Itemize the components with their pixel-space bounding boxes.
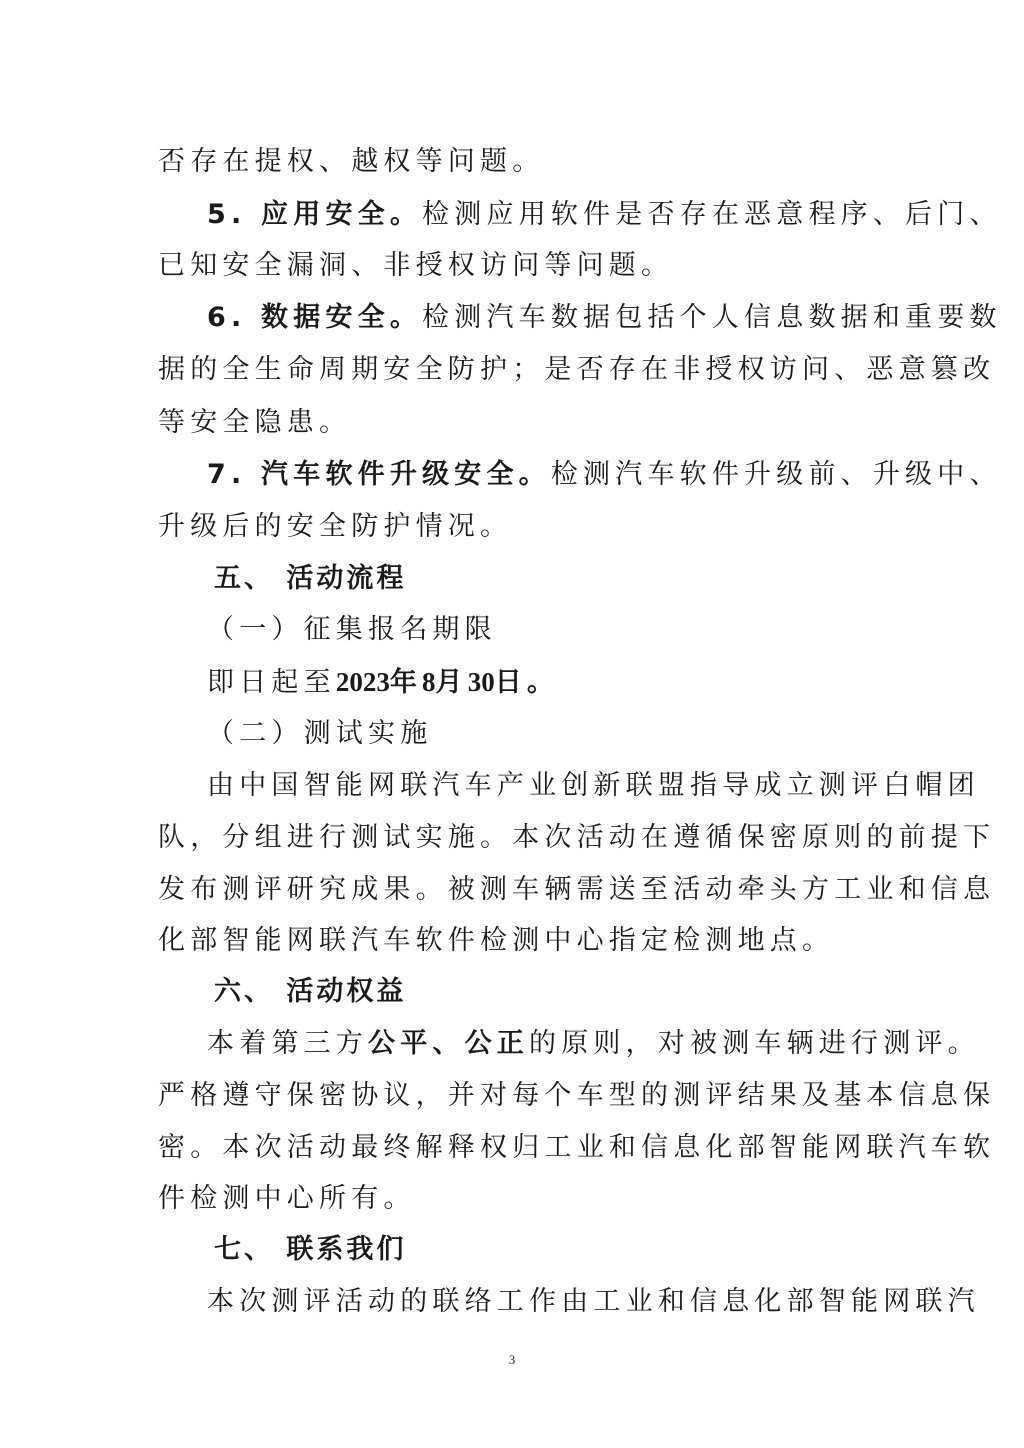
emphasis-run: 公平、公正 — [368, 1028, 529, 1059]
paragraph-line: 由中国智能网联汽车产业创新联盟指导成立测评白帽团 — [207, 770, 980, 801]
item-6-text: 检测汽车数据包括个人信息数据和重要数 — [422, 302, 1002, 333]
paragraph-line: 本次测评活动的联络工作由工业和信息化部智能网联汽 — [207, 1286, 980, 1317]
deadline-year: 2023 — [335, 667, 390, 697]
section-heading-7: 七、 联系我们 — [214, 1234, 407, 1265]
item-5-heading: 5. 应用安全。 — [207, 199, 423, 230]
item-7-line — [207, 449, 1002, 501]
deadline-prefix: 即日起至 — [207, 667, 336, 698]
deadline-line — [207, 656, 927, 708]
item-7-text: 检测汽车软件升级前、升级中、 — [550, 459, 1002, 490]
item-5-line — [207, 189, 1002, 241]
deadline-year-unit: 年 — [389, 667, 423, 698]
deadline-day: 30 — [467, 667, 495, 697]
deadline-day-unit: 日。 — [494, 667, 560, 698]
section-heading-6: 六、 活动权益 — [214, 976, 407, 1007]
paragraph-line: 件检测中心所有。 — [158, 1183, 416, 1214]
paragraph-line: 升级后的安全防护情况。 — [158, 511, 513, 542]
item-5-text: 检测应用软件是否存在恶意程序、后门、 — [422, 199, 1002, 230]
paragraph-line: 据的全生命周期安全防护；是否存在非授权访问、恶意篡改 — [158, 354, 996, 385]
subsection-heading-2: （二）测试实施 — [207, 718, 433, 749]
item-6-heading: 6. 数据安全。 — [207, 302, 423, 333]
paragraph-line: 否存在提权、越权等问题。 — [158, 146, 545, 177]
paragraph-line — [207, 1018, 980, 1070]
deadline-month-unit: 月 — [435, 667, 468, 698]
paragraph-line: 密。本次活动最终解释权归工业和信息化部智能网联汽车软 — [158, 1132, 996, 1163]
paragraph-line: 已知安全漏洞、非授权访问等问题。 — [158, 250, 674, 281]
paragraph-line: 严格遵守保密协议，并对每个车型的测评结果及基本信息保 — [158, 1080, 996, 1111]
deadline-month: 8 — [422, 667, 436, 697]
item-6-line — [207, 292, 1002, 344]
paragraph-line: 等安全隐患。 — [158, 407, 352, 438]
paragraph-line: 发布测评研究成果。被测车辆需送至活动牵头方工业和信息 — [158, 874, 996, 905]
paragraph-line: 队，分组进行测试实施。本次活动在遵循保密原则的前提下 — [158, 822, 996, 853]
section-heading-5: 五、 活动流程 — [214, 563, 407, 594]
text-run: 本着第三方 — [207, 1028, 368, 1059]
subsection-heading-1: （一）征集报名期限 — [207, 614, 497, 645]
item-7-heading: 7. 汽车软件升级安全。 — [207, 459, 551, 490]
text-run: 的原则，对被测车辆进行测评。 — [529, 1028, 980, 1059]
paragraph-line: 化部智能网联汽车软件检测中心指定检测地点。 — [158, 925, 835, 956]
page-number: 3 — [508, 1352, 516, 1367]
